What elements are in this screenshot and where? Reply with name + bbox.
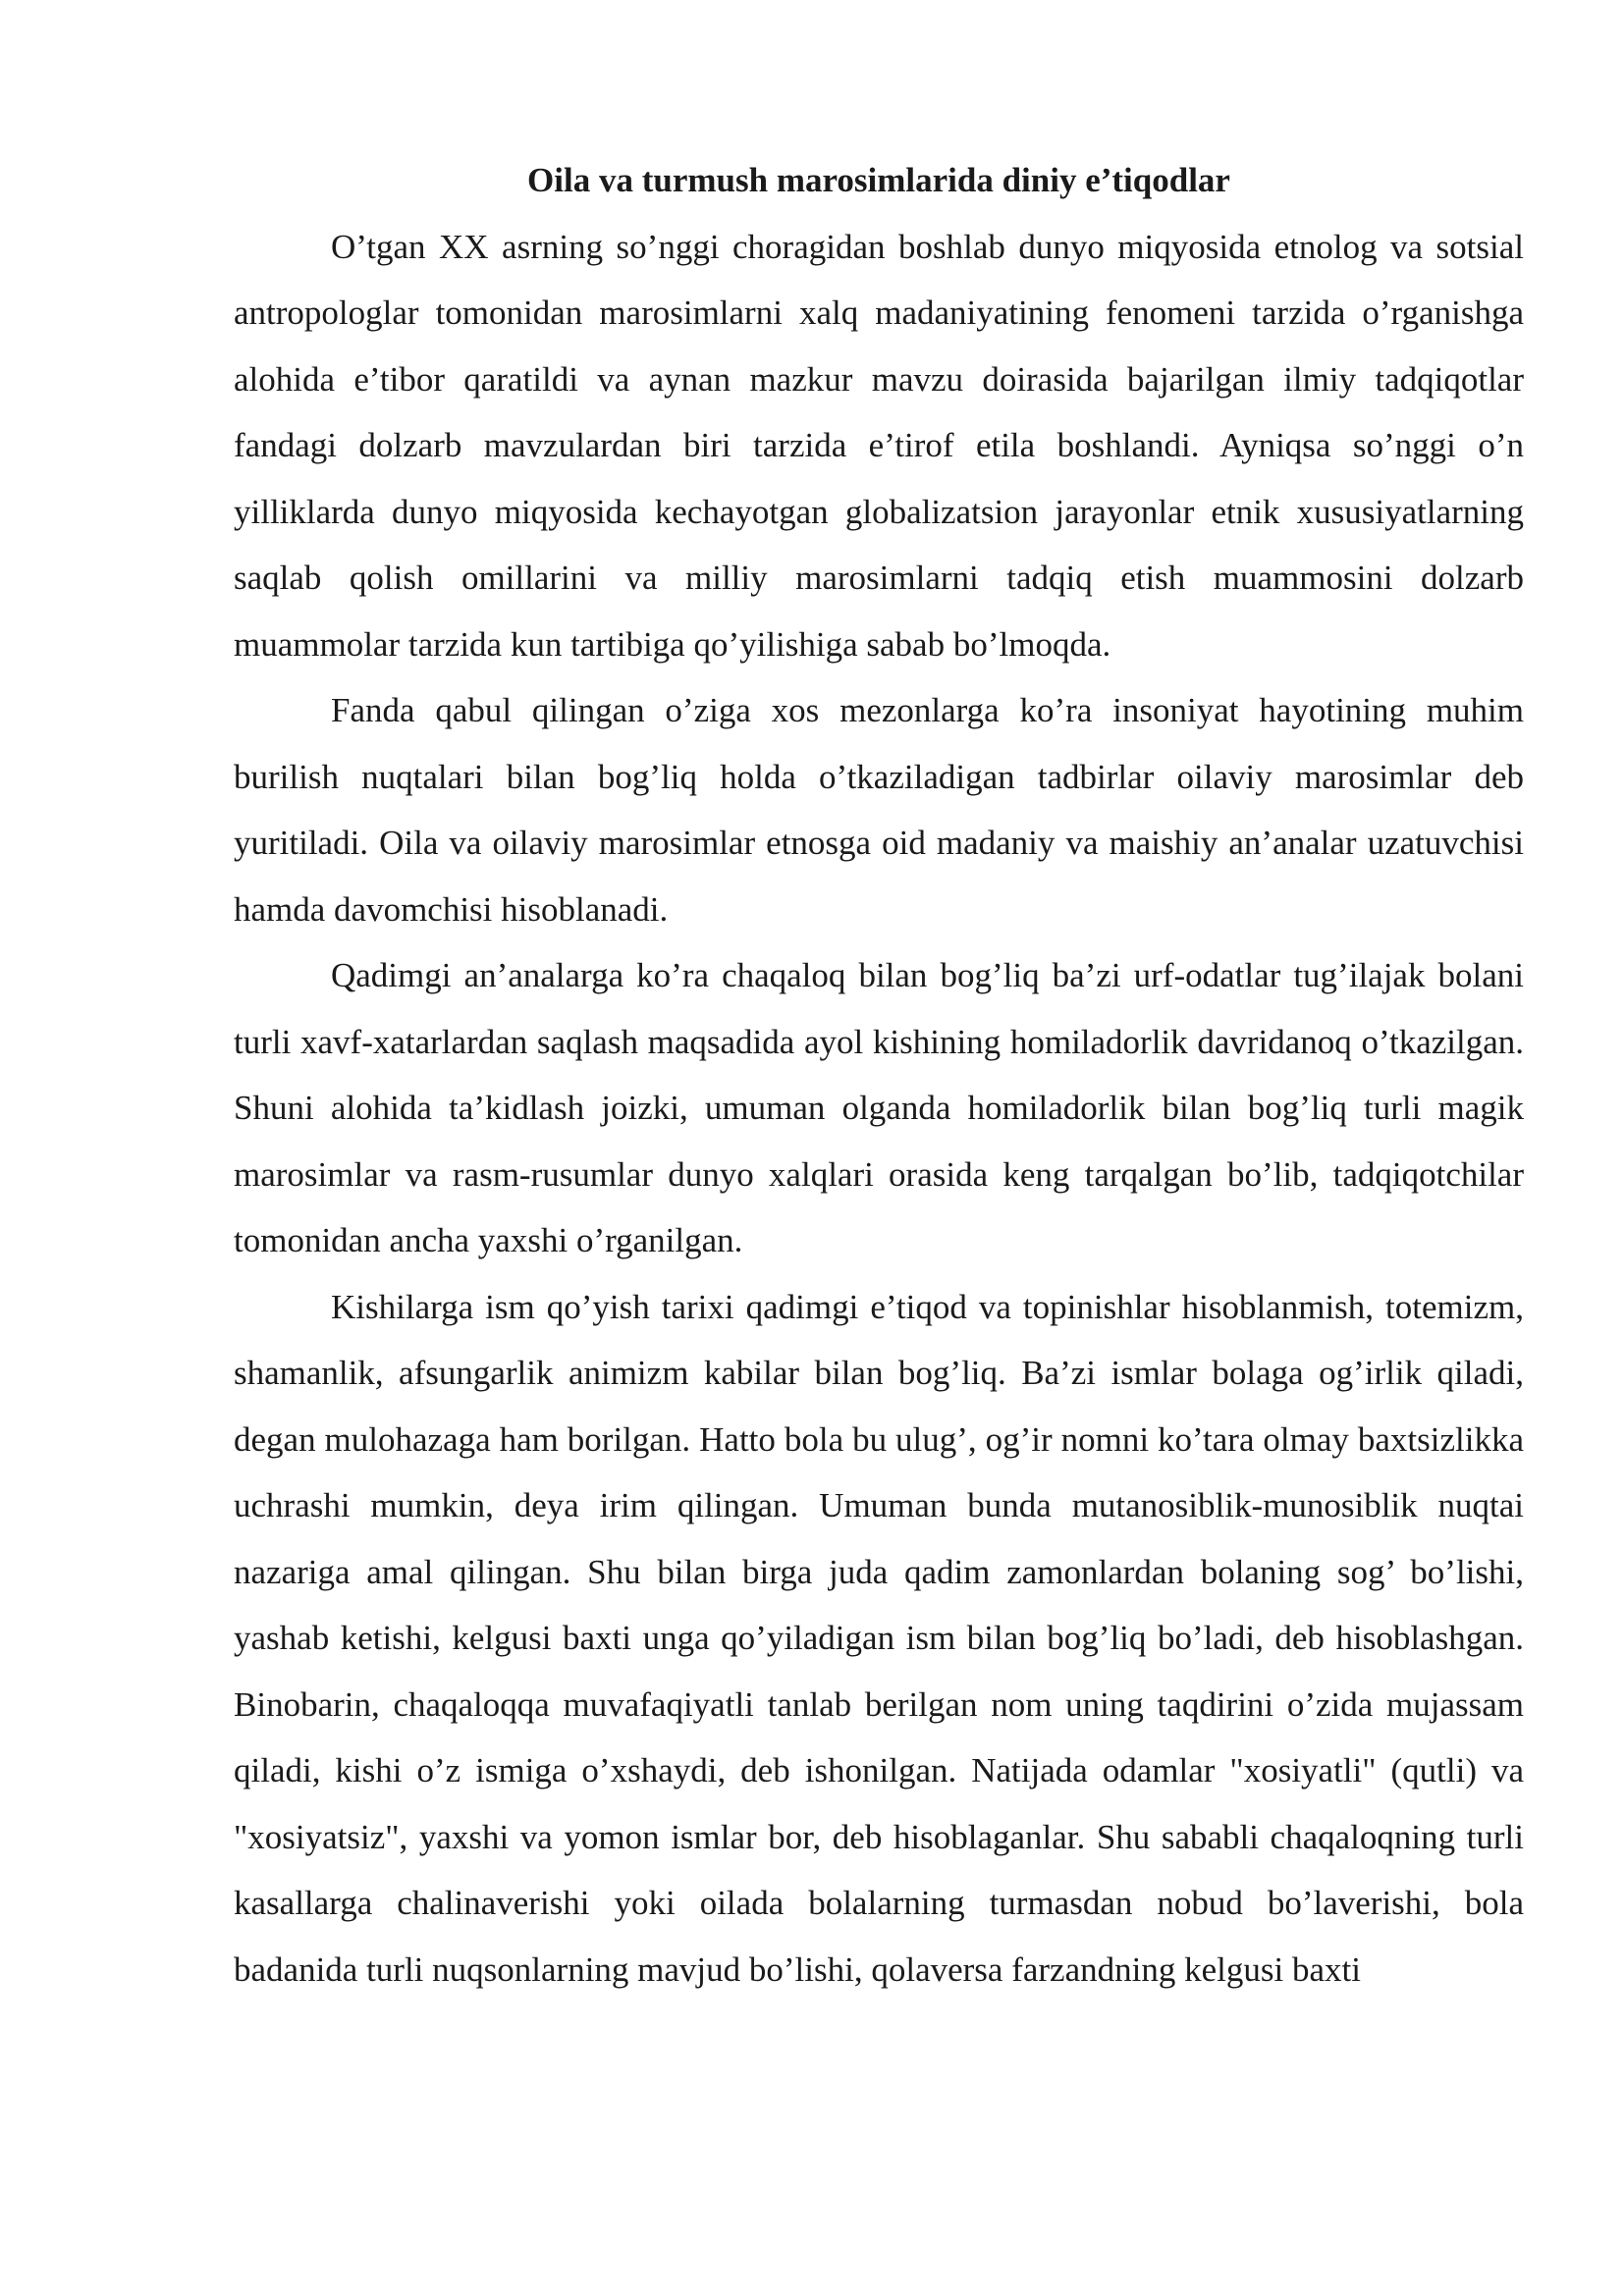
paragraph: Fanda qabul qilingan o’ziga xos mezonlarga ko’ra insoniyat hayotining muhim burilish nuqtalari bilan bog’liq holda o’tkaziladigan tadbirlar oilaviy marosimlar deb yuritiladi. Oila va oilaviy marosimlar etnosga oid madaniy va maishiy an’analar uzatuvchisi hamda davomchisi hisoblanadi. [234,691,1524,929]
paragraph: Qadimgi an’analarga ko’ra chaqaloq bilan bog’liq ba’zi urf-odatlar tug’ilajak bolani turli xavf-xatarlardan saqlash maqsadida ayol kishining homiladorlik davridanoq o’tkazilgan. Shuni alohida ta’kidlash joizki, umuman olganda homiladorlik bilan bog’liq turli magik marosimlar va rasm-rusumlar dunyo xalqlari orasida keng tarqalgan bo’lib, tadqiqotchilar tomonidan ancha yaxshi o’rganilgan. [234,956,1524,1259]
paragraph: O’tgan XX asrning so’nggi choragidan boshlab dunyo miqyosida etnolog va sotsial antropologlar tomonidan marosimlarni xalq madaniyatining fenomeni tarzida o’rganishga alohida e’tibor qaratildi va aynan mazkur mavzu doirasida bajarilgan ilmiy tadqiqotlar fandagi dolzarb mavzulardan biri tarzida e’tirof etila boshlandi. Ayniqsa so’nggi o’n yilliklarda dunyo miqyosida kechayotgan globalizatsion jarayonlar etnik xususiyatlarning saqlab qolish omillarini va milliy marosimlarni tadqiq etish muammosini dolzarb muammolar tarzida kun tartibiga qo’yilishiga sabab bo’lmoqda. [234,227,1524,664]
paragraph: Kishilarga ism qo’yish tarixi qadimgi e’tiqod va topinishlar hisoblanmish, totemizm, shamanlik, afsungarlik animizm kabilar bilan bog’liq. Ba’zi ismlar bolaga og’irlik qiladi, degan mulohazaga ham borilgan. Hatto bola bu ulug’, og’ir nomni ko’tara olmay baxtsizlikka uchrashi mumkin, deya irim qilingan. Umuman bunda mutanosiblik-munosiblik nuqtai nazariga amal qilingan. Shu bilan birga juda qadim zamonlardan bolaning sog’ bo’lishi, yashab ketishi, kelgusi baxti unga qo’yiladigan ism bilan bog’liq bo’ladi, deb hisoblashgan. Binobarin, chaqaloqqa muvafaqiyatli tanlab berilgan nom uning taqdirini o’zida mujassam qiladi, kishi o’z ismiga o’xshaydi, deb ishonilgan. Natijada odamlar "xosiyatli" (qutli) va "xosiyatsiz", yaxshi va yomon ismlar bor, deb hisoblaganlar. Shu sababli chaqaloqning turli kasallarga chalinaverishi yoki oilada bolalarning turmasdan nobud bo’laverishi, bola badanida turli nuqsonlarning mavjud bo’lishi, qolaversa farzandning kelgusi baxti [234,1287,1524,1989]
document-page [234,147,1524,2002]
document-title: Oila va turmush marosimlarida diniy e’tiqodlar [527,161,1230,199]
